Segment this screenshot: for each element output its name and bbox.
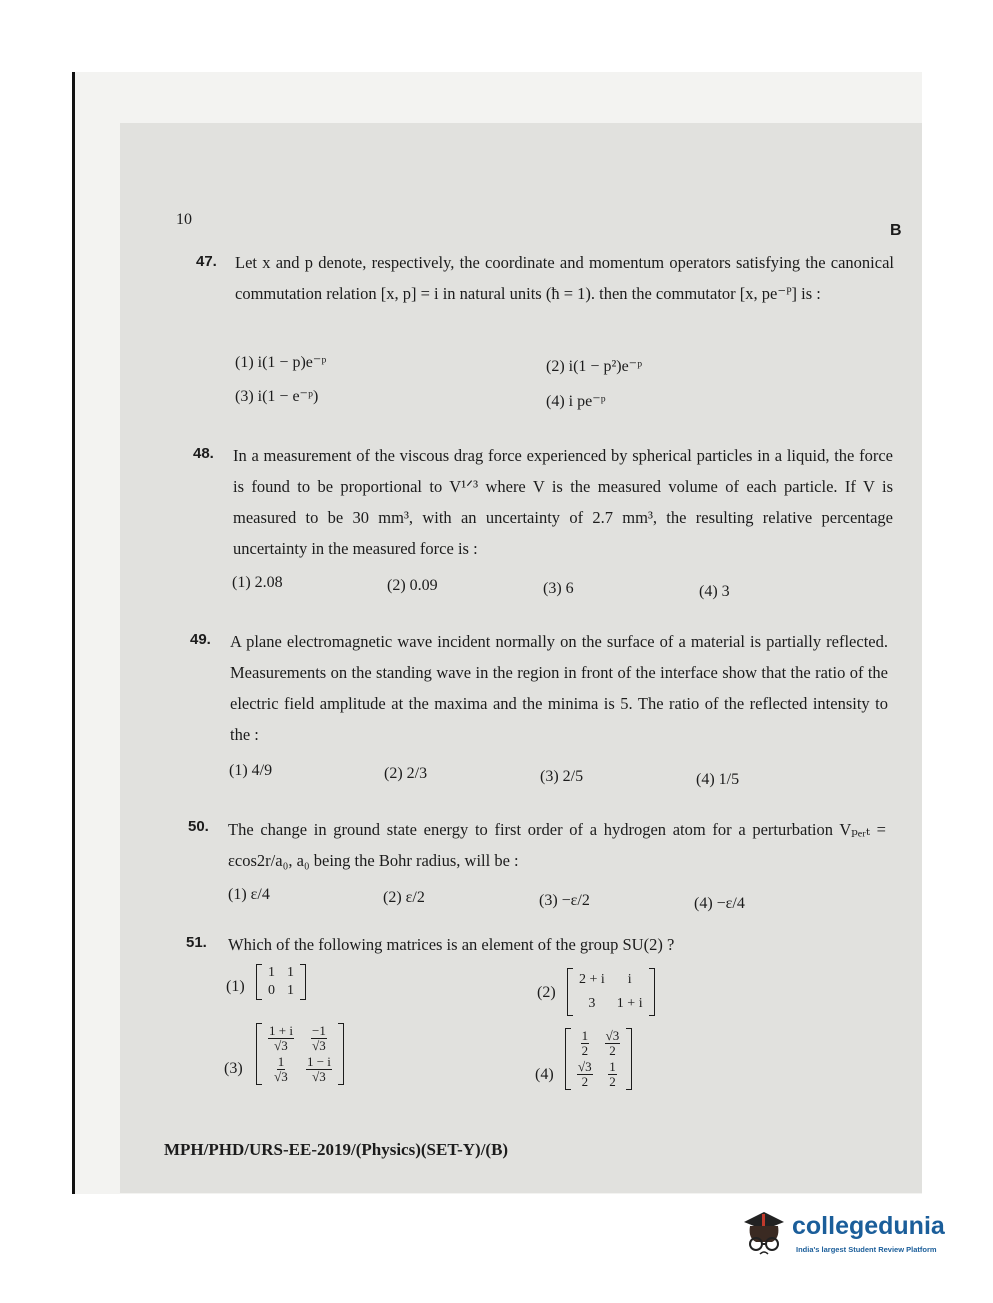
question-48-text: In a measurement of the viscous drag force experienced by spherical particles in a liquid, the force is found to be proportional to V¹ᐟ³ where V is the measured volume of each particle. If V is measured to be 30 mm³, with an uncertainty of 2.7 mm³, the resulting relative percentage uncertainty in the measured force is :	[233, 446, 893, 558]
question-49-number: 49.	[190, 631, 211, 648]
question-47-option-2: (2) i(1 − p²)e⁻ᵖ	[546, 358, 643, 375]
scan-edge	[72, 72, 75, 1194]
question-47-text: Let x and p denote, respectively, the coordinate and momentum operators satisfying the canonical commutation relation [x, p] = i in natural units (ħ = 1). then the commutator [x, pe⁻ᴾ] is :	[235, 253, 894, 303]
fraction-denominator: 2	[609, 1074, 616, 1089]
question-49-option-2: (2) 2/3	[384, 765, 428, 782]
collegedunia-tagline: India's largest Student Review Platform	[796, 1245, 937, 1254]
question-50-option-3: (3) −ε/2	[539, 892, 590, 909]
question-49-option-1: (1) 4/9	[229, 762, 273, 779]
matrix-cell: 2 + i	[579, 972, 605, 987]
question-48-number: 48.	[193, 445, 214, 462]
question-51-option-2-label: (2)	[537, 984, 556, 1001]
fraction-numerator: √3	[578, 1059, 592, 1074]
question-48-option-4: (4) 3	[699, 583, 730, 600]
question-50-text: The change in ground state energy to first order of a hydrogen atom for a perturbation Vₚₑᵣₜ = εcos2r/a₀, a₀ being the Bohr radius, will be :	[228, 820, 886, 870]
question-51-option-3-label: (3)	[224, 1060, 243, 1077]
question-51-option-4-matrix	[565, 1028, 632, 1090]
fraction-numerator: 1 + i	[269, 1023, 293, 1038]
set-code: B	[890, 222, 902, 239]
matrix-cell: 1	[287, 965, 294, 980]
question-50-number: 50.	[188, 818, 209, 835]
question-50-option-4: (4) −ε/4	[694, 895, 745, 912]
question-48-option-1: (1) 2.08	[232, 574, 283, 591]
fraction-numerator: −1	[312, 1023, 326, 1038]
paper-code-footer: MPH/PHD/URS-EE-2019/(Physics)(SET-Y)/(B)	[164, 1140, 509, 1159]
question-50-option-1: (1) ε/4	[228, 886, 270, 903]
question-47-option-3: (3) i(1 − e⁻ᵖ)	[235, 388, 319, 405]
matrix-cell: 0	[268, 983, 275, 998]
question-51-option-1-matrix	[256, 964, 306, 1000]
fraction-numerator: 1	[277, 1054, 285, 1069]
question-51-option-2-matrix	[567, 968, 655, 1016]
question-47-option-1: (1) i(1 − p)e⁻ᵖ	[235, 354, 327, 371]
fraction-denominator: 2	[609, 1043, 616, 1058]
question-51-option-1-label: (1)	[226, 978, 245, 995]
matrix-cell: 1 + i	[616, 996, 643, 1011]
question-51-option-4-label: (4)	[535, 1066, 554, 1083]
fraction-denominator: √3	[312, 1069, 326, 1084]
collegedunia-mascot-icon	[738, 1204, 790, 1256]
fraction-denominator: √3	[312, 1038, 326, 1053]
page-number: 10	[176, 211, 192, 228]
question-51-option-3-matrix	[256, 1023, 344, 1085]
question-50-option-2: (2) ε/2	[383, 889, 425, 906]
question-49-option-3: (3) 2/5	[540, 768, 584, 785]
question-48-option-3: (3) 6	[543, 580, 574, 597]
question-48-option-2: (2) 0.09	[387, 577, 438, 594]
matrix-cell: 3	[588, 996, 596, 1011]
matrix-cell: 1	[268, 965, 275, 980]
matrix-cell: 1	[287, 983, 294, 998]
question-49-option-4: (4) 1/5	[696, 771, 740, 788]
fraction-denominator: √3	[274, 1069, 288, 1084]
question-51-number: 51.	[186, 934, 207, 951]
collegedunia-logo-text: collegedunia	[792, 1212, 945, 1240]
question-49-text: A plane electromagnetic wave incident normally on the surface of a material is partially reflected. Measurements on the standing wave in the region in front of the interface show that the ratio of the electric field amplitude at the maxima and the minima is 5. The ratio of the reflected intensity to the :	[230, 632, 888, 744]
fraction-numerator: 1 − i	[306, 1054, 331, 1069]
fraction-denominator: √3	[274, 1038, 288, 1053]
fraction-numerator: 1	[609, 1059, 616, 1074]
fraction-denominator: 2	[581, 1074, 589, 1089]
question-47-number: 47.	[196, 253, 217, 270]
question-47-option-4: (4) i pe⁻ᵖ	[546, 393, 606, 410]
fraction-numerator: √3	[605, 1028, 620, 1043]
matrix-cell: i	[627, 972, 632, 987]
question-51-text: Which of the following matrices is an element of the group SU(2) ?	[228, 935, 675, 954]
fraction-numerator: 1	[581, 1028, 589, 1043]
fraction-denominator: 2	[581, 1043, 589, 1058]
